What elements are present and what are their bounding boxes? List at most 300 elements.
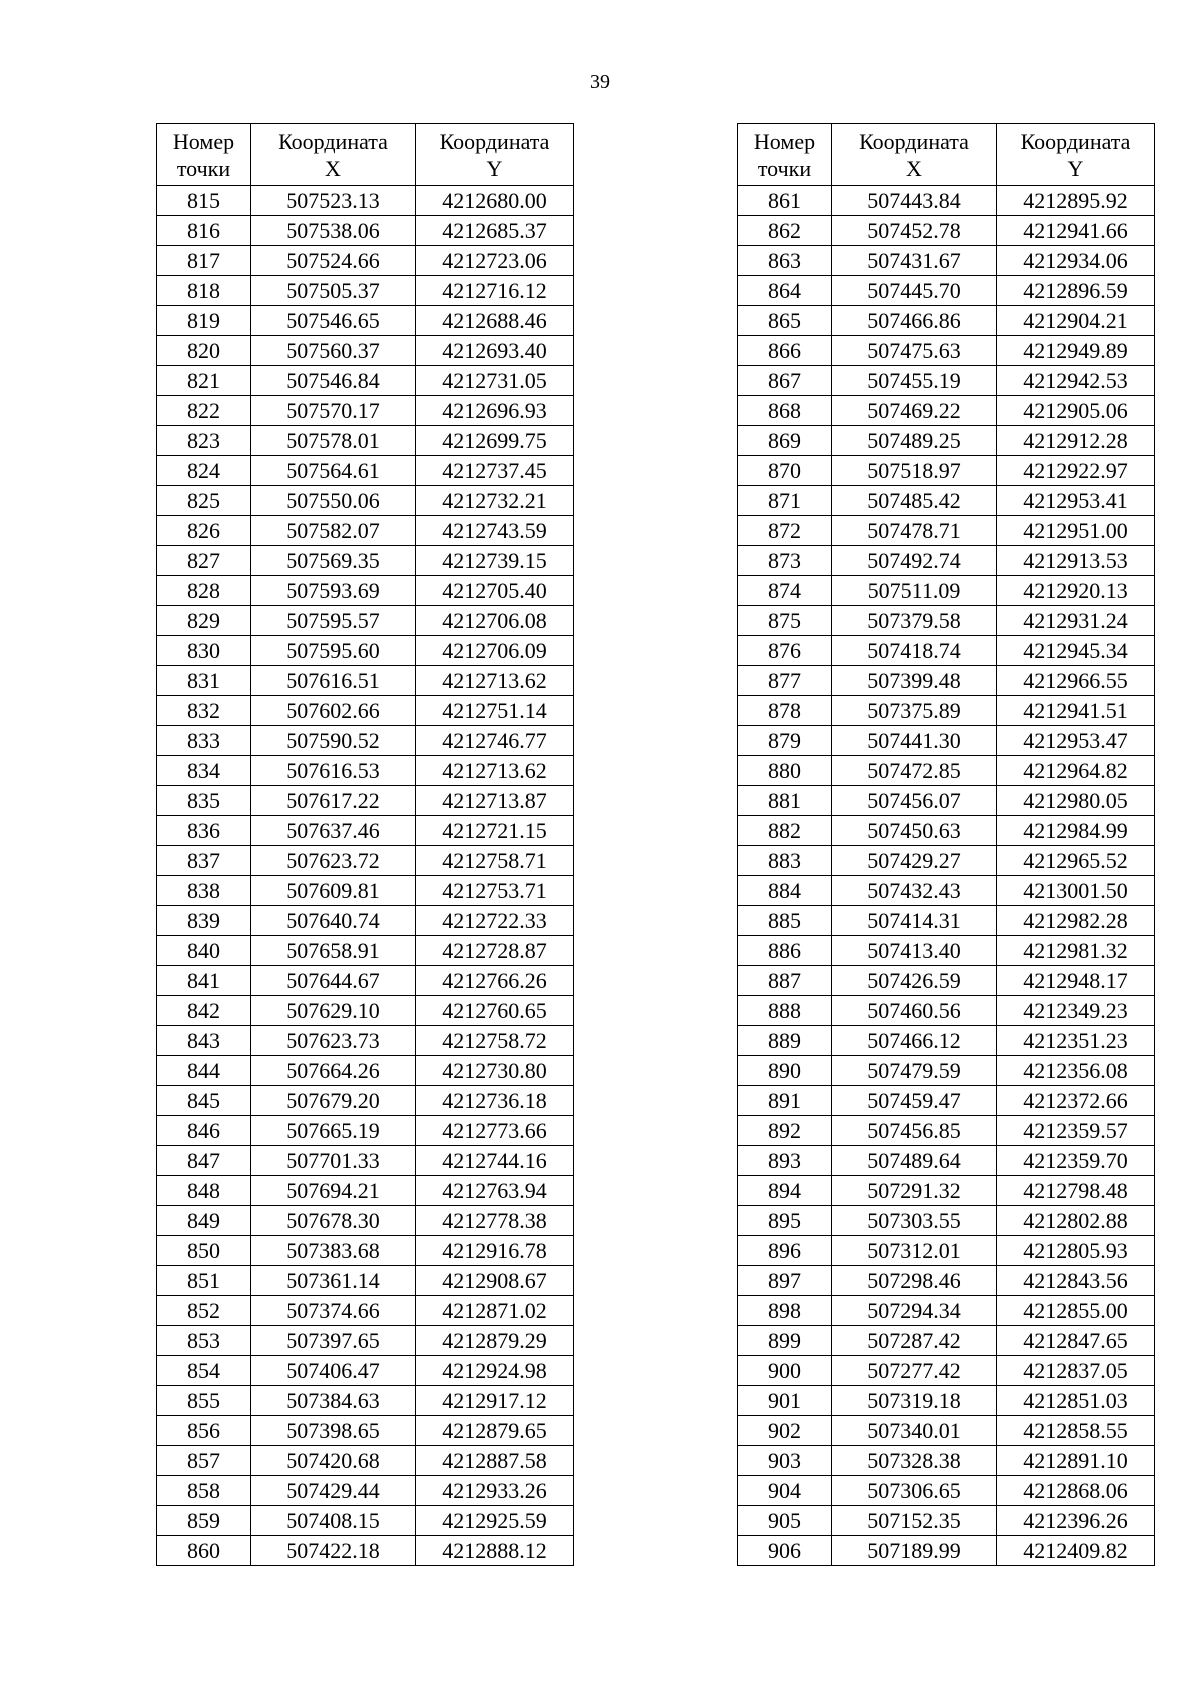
- cell-point-number: 819: [157, 306, 251, 336]
- cell-coordinate-y: 4212945.34: [997, 636, 1155, 666]
- table-row: [157, 1536, 574, 1566]
- cell-coordinate-y: 4212917.12: [416, 1386, 574, 1416]
- cell-point-number: 842: [157, 996, 251, 1026]
- cell-coordinate-x: 507152.35: [832, 1506, 997, 1536]
- cell-coordinate-y: 4212896.59: [997, 276, 1155, 306]
- cell-point-number: 862: [738, 216, 832, 246]
- cell-coordinate-x: 507665.19: [251, 1116, 416, 1146]
- cell-point-number: 863: [738, 246, 832, 276]
- table-row: [738, 1086, 1155, 1116]
- cell-coordinate-x: 507546.84: [251, 366, 416, 396]
- table-row: [157, 516, 574, 546]
- cell-coordinate-x: 507609.81: [251, 876, 416, 906]
- table-row: [738, 1476, 1155, 1506]
- cell-coordinate-y: 4212372.66: [997, 1086, 1155, 1116]
- table-row: [738, 336, 1155, 366]
- cell-point-number: 879: [738, 726, 832, 756]
- cell-point-number: 894: [738, 1176, 832, 1206]
- cell-point-number: 889: [738, 1026, 832, 1056]
- cell-point-number: 896: [738, 1236, 832, 1266]
- cell-point-number: 828: [157, 576, 251, 606]
- cell-coordinate-y: 4212847.65: [997, 1326, 1155, 1356]
- cell-coordinate-x: 507479.59: [832, 1056, 997, 1086]
- cell-coordinate-y: 4212716.12: [416, 276, 574, 306]
- table-row: [157, 666, 574, 696]
- table-row: [738, 1536, 1155, 1566]
- cell-point-number: 877: [738, 666, 832, 696]
- table-row: [157, 1086, 574, 1116]
- table-row: [157, 1416, 574, 1446]
- cell-coordinate-y: 4212805.93: [997, 1236, 1155, 1266]
- cell-coordinate-x: 507590.52: [251, 726, 416, 756]
- cell-coordinate-y: 4212773.66: [416, 1116, 574, 1146]
- cell-point-number: 906: [738, 1536, 832, 1566]
- cell-coordinate-y: 4212925.59: [416, 1506, 574, 1536]
- cell-coordinate-y: 4212951.00: [997, 516, 1155, 546]
- cell-coordinate-x: 507489.64: [832, 1146, 997, 1176]
- cell-coordinate-y: 4212778.38: [416, 1206, 574, 1236]
- cell-point-number: 854: [157, 1356, 251, 1386]
- cell-coordinate-x: 507617.22: [251, 786, 416, 816]
- table-row: [157, 756, 574, 786]
- cell-coordinate-x: 507277.42: [832, 1356, 997, 1386]
- table-row: [157, 726, 574, 756]
- table-header: [738, 124, 1155, 186]
- cell-point-number: 838: [157, 876, 251, 906]
- cell-coordinate-x: 507328.38: [832, 1446, 997, 1476]
- cell-coordinate-x: 507595.57: [251, 606, 416, 636]
- table-row: [738, 666, 1155, 696]
- cell-coordinate-x: 507523.13: [251, 186, 416, 216]
- table-row: [738, 486, 1155, 516]
- cell-coordinate-x: 507546.65: [251, 306, 416, 336]
- cell-coordinate-y: 4212868.06: [997, 1476, 1155, 1506]
- cell-coordinate-x: 507511.09: [832, 576, 997, 606]
- cell-point-number: 867: [738, 366, 832, 396]
- cell-coordinate-y: 4212858.55: [997, 1416, 1155, 1446]
- cell-coordinate-x: 507593.69: [251, 576, 416, 606]
- cell-point-number: 829: [157, 606, 251, 636]
- cell-coordinate-y: 4212396.26: [997, 1506, 1155, 1536]
- cell-coordinate-x: 507375.89: [832, 696, 997, 726]
- cell-coordinate-x: 507466.12: [832, 1026, 997, 1056]
- cell-coordinate-y: 4212351.23: [997, 1026, 1155, 1056]
- table-row: [738, 906, 1155, 936]
- table-row: [738, 306, 1155, 336]
- table-row: [157, 1056, 574, 1086]
- table-row: [738, 966, 1155, 996]
- cell-coordinate-y: 4212966.55: [997, 666, 1155, 696]
- cell-coordinate-y: 4212696.93: [416, 396, 574, 426]
- cell-coordinate-x: 507472.85: [832, 756, 997, 786]
- cell-coordinate-y: 4212743.59: [416, 516, 574, 546]
- cell-coordinate-y: 4212851.03: [997, 1386, 1155, 1416]
- cell-coordinate-x: 507398.65: [251, 1416, 416, 1446]
- cell-point-number: 864: [738, 276, 832, 306]
- coordinates-table-right: [737, 123, 1155, 1566]
- cell-coordinate-y: 4212934.06: [997, 246, 1155, 276]
- cell-coordinate-x: 507582.07: [251, 516, 416, 546]
- cell-point-number: 871: [738, 486, 832, 516]
- table-row: [157, 786, 574, 816]
- table-row: [157, 1506, 574, 1536]
- table-body-left: [157, 186, 574, 1566]
- cell-point-number: 890: [738, 1056, 832, 1086]
- cell-coordinate-y: 4212739.15: [416, 546, 574, 576]
- cell-point-number: 882: [738, 816, 832, 846]
- cell-coordinate-y: 4212409.82: [997, 1536, 1155, 1566]
- cell-coordinate-x: 507616.51: [251, 666, 416, 696]
- cell-coordinate-y: 4212888.12: [416, 1536, 574, 1566]
- cell-coordinate-y: 4212905.06: [997, 396, 1155, 426]
- table-row: [157, 336, 574, 366]
- cell-coordinate-x: 507298.46: [832, 1266, 997, 1296]
- cell-point-number: 874: [738, 576, 832, 606]
- table-row: [738, 876, 1155, 906]
- table-row: [738, 276, 1155, 306]
- cell-coordinate-y: 4212941.51: [997, 696, 1155, 726]
- cell-coordinate-y: 4212948.17: [997, 966, 1155, 996]
- table-row: [738, 996, 1155, 1026]
- cell-coordinate-x: 507426.59: [832, 966, 997, 996]
- cell-point-number: 885: [738, 906, 832, 936]
- cell-point-number: 870: [738, 456, 832, 486]
- cell-coordinate-x: 507629.10: [251, 996, 416, 1026]
- cell-coordinate-y: 4212746.77: [416, 726, 574, 756]
- table-row: [738, 516, 1155, 546]
- cell-coordinate-x: 507550.06: [251, 486, 416, 516]
- cell-coordinate-x: 507538.06: [251, 216, 416, 246]
- cell-coordinate-y: 4212713.62: [416, 666, 574, 696]
- table-row: [738, 456, 1155, 486]
- cell-point-number: 824: [157, 456, 251, 486]
- cell-coordinate-y: 4212855.00: [997, 1296, 1155, 1326]
- table-row: [157, 1176, 574, 1206]
- cell-coordinate-x: 507623.72: [251, 846, 416, 876]
- table-row: [157, 1116, 574, 1146]
- cell-coordinate-y: 4212916.78: [416, 1236, 574, 1266]
- cell-coordinate-y: 4212982.28: [997, 906, 1155, 936]
- cell-point-number: 873: [738, 546, 832, 576]
- table-row: [738, 1206, 1155, 1236]
- cell-coordinate-x: 507679.20: [251, 1086, 416, 1116]
- cell-coordinate-y: 4212980.05: [997, 786, 1155, 816]
- cell-coordinate-y: 4212730.80: [416, 1056, 574, 1086]
- cell-coordinate-x: 507291.32: [832, 1176, 997, 1206]
- cell-coordinate-x: 507485.42: [832, 486, 997, 516]
- table-row: [738, 936, 1155, 966]
- cell-coordinate-y: 4212941.66: [997, 216, 1155, 246]
- cell-point-number: 853: [157, 1326, 251, 1356]
- table-row: [738, 216, 1155, 246]
- cell-point-number: 851: [157, 1266, 251, 1296]
- cell-point-number: 905: [738, 1506, 832, 1536]
- cell-coordinate-y: 4212843.56: [997, 1266, 1155, 1296]
- cell-coordinate-y: 4212908.67: [416, 1266, 574, 1296]
- cell-coordinate-y: 4212763.94: [416, 1176, 574, 1206]
- table-row: [738, 726, 1155, 756]
- cell-point-number: 856: [157, 1416, 251, 1446]
- cell-point-number: 823: [157, 426, 251, 456]
- cell-coordinate-y: 4213001.50: [997, 876, 1155, 906]
- cell-coordinate-x: 507460.56: [832, 996, 997, 1026]
- cell-point-number: 861: [738, 186, 832, 216]
- coordinates-table-left: [156, 123, 574, 1566]
- table-row: [157, 816, 574, 846]
- cell-point-number: 880: [738, 756, 832, 786]
- cell-coordinate-y: 4212922.97: [997, 456, 1155, 486]
- table-row: [738, 1056, 1155, 1086]
- table-row: [738, 1446, 1155, 1476]
- table-row: [157, 876, 574, 906]
- cell-coordinate-x: 507406.47: [251, 1356, 416, 1386]
- table-row: [738, 816, 1155, 846]
- table-row: [738, 696, 1155, 726]
- cell-point-number: 847: [157, 1146, 251, 1176]
- cell-point-number: 827: [157, 546, 251, 576]
- cell-point-number: 868: [738, 396, 832, 426]
- cell-coordinate-x: 507294.34: [832, 1296, 997, 1326]
- cell-coordinate-x: 507469.22: [832, 396, 997, 426]
- cell-coordinate-y: 4212949.89: [997, 336, 1155, 366]
- cell-point-number: 825: [157, 486, 251, 516]
- cell-coordinate-y: 4212953.47: [997, 726, 1155, 756]
- cell-point-number: 832: [157, 696, 251, 726]
- table-row: [157, 606, 574, 636]
- cell-coordinate-y: 4212680.00: [416, 186, 574, 216]
- cell-coordinate-y: 4212798.48: [997, 1176, 1155, 1206]
- cell-coordinate-x: 507664.26: [251, 1056, 416, 1086]
- cell-coordinate-y: 4212891.10: [997, 1446, 1155, 1476]
- cell-coordinate-y: 4212879.65: [416, 1416, 574, 1446]
- table-row: [738, 1506, 1155, 1536]
- cell-coordinate-x: 507456.85: [832, 1116, 997, 1146]
- cell-coordinate-y: 4212965.52: [997, 846, 1155, 876]
- cell-point-number: 833: [157, 726, 251, 756]
- cell-coordinate-x: 507379.58: [832, 606, 997, 636]
- table-row: [738, 636, 1155, 666]
- cell-point-number: 892: [738, 1116, 832, 1146]
- table-row: [157, 1386, 574, 1416]
- cell-point-number: 869: [738, 426, 832, 456]
- table-row: [738, 426, 1155, 456]
- table-row: [157, 186, 574, 216]
- cell-coordinate-x: 507602.66: [251, 696, 416, 726]
- cell-coordinate-x: 507340.01: [832, 1416, 997, 1446]
- cell-coordinate-x: 507408.15: [251, 1506, 416, 1536]
- table-row: [738, 396, 1155, 426]
- cell-coordinate-x: 507640.74: [251, 906, 416, 936]
- table-row: [738, 1266, 1155, 1296]
- cell-coordinate-x: 507361.14: [251, 1266, 416, 1296]
- header-coordinate-y: Координата Y: [416, 124, 574, 186]
- cell-coordinate-y: 4212359.57: [997, 1116, 1155, 1146]
- cell-coordinate-x: 507384.63: [251, 1386, 416, 1416]
- table-row: [738, 786, 1155, 816]
- cell-coordinate-x: 507189.99: [832, 1536, 997, 1566]
- cell-coordinate-y: 4212920.13: [997, 576, 1155, 606]
- cell-coordinate-x: 507374.66: [251, 1296, 416, 1326]
- cell-point-number: 895: [738, 1206, 832, 1236]
- cell-coordinate-y: 4212758.71: [416, 846, 574, 876]
- cell-coordinate-x: 507312.01: [832, 1236, 997, 1266]
- cell-coordinate-y: 4212931.24: [997, 606, 1155, 636]
- cell-coordinate-y: 4212693.40: [416, 336, 574, 366]
- table-row: [738, 1116, 1155, 1146]
- cell-coordinate-y: 4212887.58: [416, 1446, 574, 1476]
- cell-coordinate-x: 507429.27: [832, 846, 997, 876]
- cell-coordinate-x: 507422.18: [251, 1536, 416, 1566]
- table-body-right: [738, 186, 1155, 1566]
- table-row: [157, 276, 574, 306]
- cell-point-number: 891: [738, 1086, 832, 1116]
- cell-point-number: 897: [738, 1266, 832, 1296]
- cell-point-number: 898: [738, 1296, 832, 1326]
- cell-coordinate-y: 4212356.08: [997, 1056, 1155, 1086]
- header-coordinate-y: Координата Y: [997, 124, 1155, 186]
- cell-coordinate-x: 507518.97: [832, 456, 997, 486]
- table-row: [157, 216, 574, 246]
- table-row: [738, 246, 1155, 276]
- cell-point-number: 826: [157, 516, 251, 546]
- cell-point-number: 859: [157, 1506, 251, 1536]
- cell-point-number: 881: [738, 786, 832, 816]
- cell-point-number: 816: [157, 216, 251, 246]
- cell-point-number: 887: [738, 966, 832, 996]
- cell-coordinate-y: 4212871.02: [416, 1296, 574, 1326]
- table-row: [157, 1266, 574, 1296]
- cell-coordinate-y: 4212837.05: [997, 1356, 1155, 1386]
- table-row: [157, 576, 574, 606]
- cell-point-number: 866: [738, 336, 832, 366]
- cell-point-number: 886: [738, 936, 832, 966]
- table-row: [738, 1296, 1155, 1326]
- cell-coordinate-x: 507420.68: [251, 1446, 416, 1476]
- cell-coordinate-x: 507303.55: [832, 1206, 997, 1236]
- header-point-number: Номер точки: [738, 124, 832, 186]
- cell-coordinate-x: 507455.19: [832, 366, 997, 396]
- cell-coordinate-y: 4212766.26: [416, 966, 574, 996]
- table-row: [157, 1446, 574, 1476]
- cell-coordinate-x: 507456.07: [832, 786, 997, 816]
- table-row: [738, 186, 1155, 216]
- cell-point-number: 821: [157, 366, 251, 396]
- cell-coordinate-x: 507397.65: [251, 1326, 416, 1356]
- cell-point-number: 875: [738, 606, 832, 636]
- cell-point-number: 850: [157, 1236, 251, 1266]
- cell-point-number: 858: [157, 1476, 251, 1506]
- table-row: [738, 1386, 1155, 1416]
- table-row: [157, 1026, 574, 1056]
- cell-coordinate-y: 4212737.45: [416, 456, 574, 486]
- cell-point-number: 836: [157, 816, 251, 846]
- cell-coordinate-x: 507595.60: [251, 636, 416, 666]
- cell-coordinate-y: 4212924.98: [416, 1356, 574, 1386]
- cell-coordinate-y: 4212753.71: [416, 876, 574, 906]
- cell-point-number: 902: [738, 1416, 832, 1446]
- cell-coordinate-x: 507658.91: [251, 936, 416, 966]
- cell-coordinate-x: 507431.67: [832, 246, 997, 276]
- cell-point-number: 840: [157, 936, 251, 966]
- cell-coordinate-y: 4212731.05: [416, 366, 574, 396]
- cell-point-number: 818: [157, 276, 251, 306]
- cell-coordinate-y: 4212758.72: [416, 1026, 574, 1056]
- cell-coordinate-x: 507452.78: [832, 216, 997, 246]
- cell-point-number: 883: [738, 846, 832, 876]
- table-row: [157, 456, 574, 486]
- table-row: [157, 1206, 574, 1236]
- cell-point-number: 860: [157, 1536, 251, 1566]
- table-row: [738, 1416, 1155, 1446]
- table-header: [157, 124, 574, 186]
- cell-point-number: 846: [157, 1116, 251, 1146]
- cell-coordinate-x: 507414.31: [832, 906, 997, 936]
- cell-point-number: 849: [157, 1206, 251, 1236]
- cell-coordinate-x: 507432.43: [832, 876, 997, 906]
- cell-point-number: 865: [738, 306, 832, 336]
- cell-point-number: 876: [738, 636, 832, 666]
- table-row: [157, 546, 574, 576]
- cell-point-number: 822: [157, 396, 251, 426]
- cell-point-number: 852: [157, 1296, 251, 1326]
- cell-coordinate-x: 507623.73: [251, 1026, 416, 1056]
- table-row: [157, 366, 574, 396]
- cell-coordinate-x: 507475.63: [832, 336, 997, 366]
- cell-point-number: 901: [738, 1386, 832, 1416]
- cell-coordinate-x: 507505.37: [251, 276, 416, 306]
- cell-coordinate-y: 4212760.65: [416, 996, 574, 1026]
- page-number: 39: [590, 71, 610, 93]
- cell-coordinate-y: 4212728.87: [416, 936, 574, 966]
- cell-coordinate-y: 4212912.28: [997, 426, 1155, 456]
- table-row: [157, 846, 574, 876]
- cell-coordinate-y: 4212984.99: [997, 816, 1155, 846]
- table-row: [738, 546, 1155, 576]
- cell-coordinate-x: 507413.40: [832, 936, 997, 966]
- cell-coordinate-y: 4212953.41: [997, 486, 1155, 516]
- cell-coordinate-x: 507429.44: [251, 1476, 416, 1506]
- cell-point-number: 878: [738, 696, 832, 726]
- cell-coordinate-x: 507644.67: [251, 966, 416, 996]
- cell-coordinate-y: 4212706.08: [416, 606, 574, 636]
- table-row: [157, 426, 574, 456]
- table-row: [157, 306, 574, 336]
- table-row: [738, 606, 1155, 636]
- table-row: [157, 1326, 574, 1356]
- cell-point-number: 835: [157, 786, 251, 816]
- table-row: [738, 1326, 1155, 1356]
- table-row: [157, 396, 574, 426]
- cell-coordinate-y: 4212705.40: [416, 576, 574, 606]
- cell-point-number: 848: [157, 1176, 251, 1206]
- cell-coordinate-y: 4212981.32: [997, 936, 1155, 966]
- cell-coordinate-x: 507441.30: [832, 726, 997, 756]
- table-row: [157, 996, 574, 1026]
- cell-point-number: 844: [157, 1056, 251, 1086]
- cell-point-number: 903: [738, 1446, 832, 1476]
- cell-coordinate-x: 507287.42: [832, 1326, 997, 1356]
- cell-coordinate-x: 507459.47: [832, 1086, 997, 1116]
- cell-point-number: 843: [157, 1026, 251, 1056]
- cell-coordinate-y: 4212685.37: [416, 216, 574, 246]
- cell-coordinate-x: 507701.33: [251, 1146, 416, 1176]
- cell-coordinate-x: 507450.63: [832, 816, 997, 846]
- header-coordinate-x: Координата X: [832, 124, 997, 186]
- table-row: [738, 366, 1155, 396]
- cell-coordinate-y: 4212722.33: [416, 906, 574, 936]
- cell-point-number: 899: [738, 1326, 832, 1356]
- header-coordinate-x: Координата X: [251, 124, 416, 186]
